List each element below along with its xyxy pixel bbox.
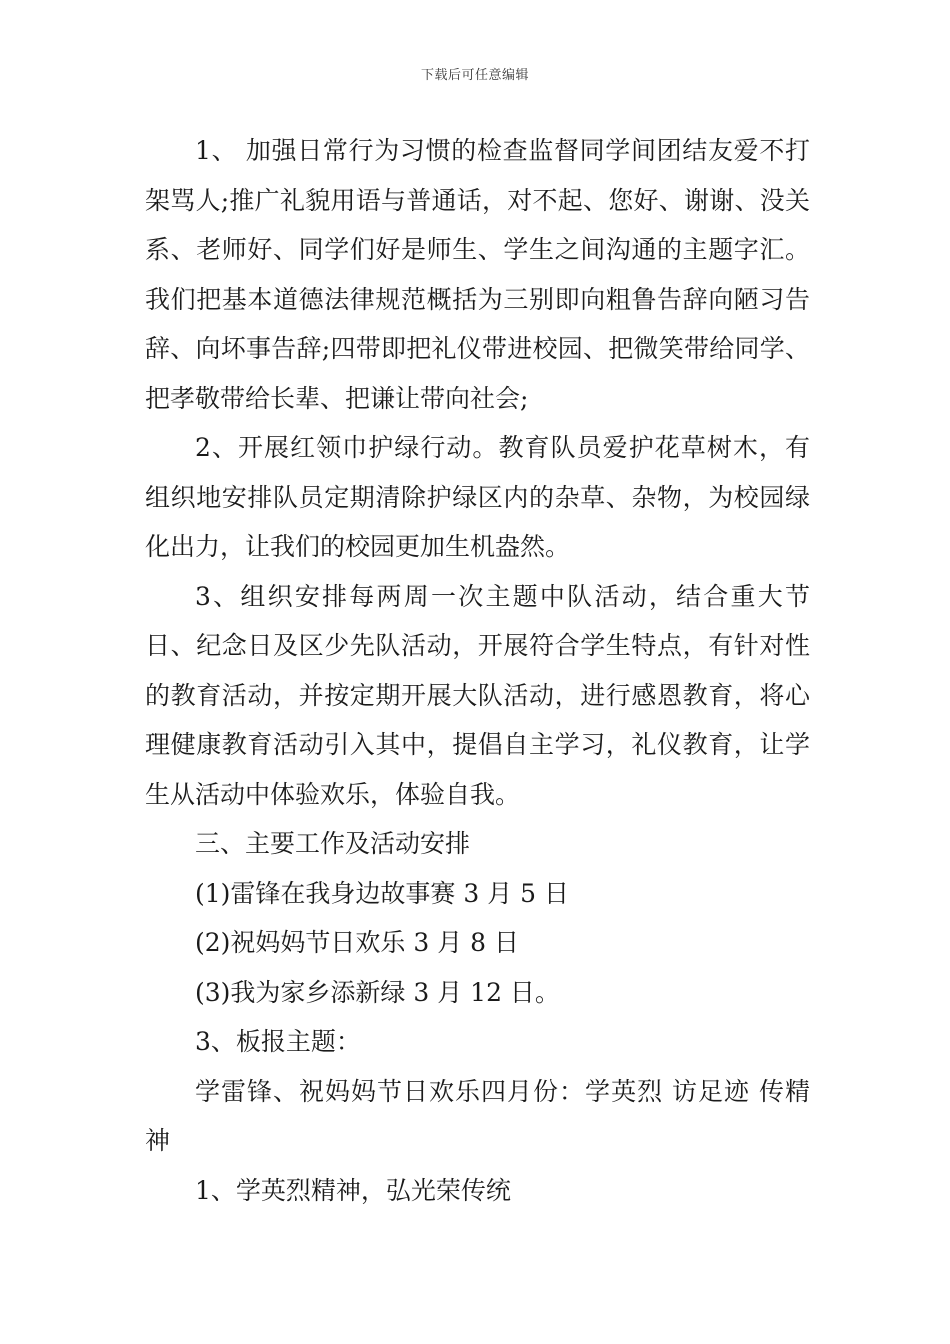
list-item-lei-feng-story: (1)雷锋在我身边故事赛 3 月 5 日	[195, 878, 570, 908]
paragraph-behavior-habits: 1、 加强日常行为习惯的检查监督同学间团结友爱不打架骂人;推广礼貌用语与普通话，对不起、您好、谢谢、没关系、老师好、同学们好是师生、学生之间沟通的主题字汇。我们把基本道德法律规范概括为三别即向粗鲁告辞向陋习告辞、向坏事告辞;四带即把礼仪带进校园、把微笑带给同学、把孝敬带给长辈、把谦让带向社会;	[145, 136, 810, 413]
page-header-note: 下载后可任意编辑	[420, 68, 529, 83]
section-heading-main-work: 三、主要工作及活动安排	[195, 829, 471, 858]
document-body	[145, 126, 810, 1215]
list-item-tree-planting: (3)我为家乡添新绿 3 月 12 日。	[195, 977, 560, 1007]
list-item-heroes-spirit: 1、学英烈精神，弘光荣传统	[195, 1175, 511, 1205]
paragraph-blackboard-topics: 学雷锋、祝妈妈节日欢乐四月份：学英烈 访足迹 传精神	[145, 1076, 810, 1155]
paragraph-green-action: 2、开展红领巾护绿行动。教育队员爱护花草树木，有组织地安排队员定期清除护绿区内的杂草、杂物，为校园绿化出力，让我们的校园更加生机盎然。	[145, 433, 810, 561]
list-item-mothers-day: (2)祝妈妈节日欢乐 3 月 8 日	[195, 928, 520, 957]
paragraph-theme-activities: 3、组织安排每两周一次主题中队活动，结合重大节日、纪念日及区少先队活动，开展符合学生特点，有针对性的教育活动，并按定期开展大队活动，进行感恩教育，将心理健康教育活动引入其中，提倡自主学习，礼仪教育，让学生从活动中体验欢乐，体验自我。	[145, 581, 810, 809]
heading-blackboard-theme: 3、板报主题：	[195, 1027, 361, 1056]
